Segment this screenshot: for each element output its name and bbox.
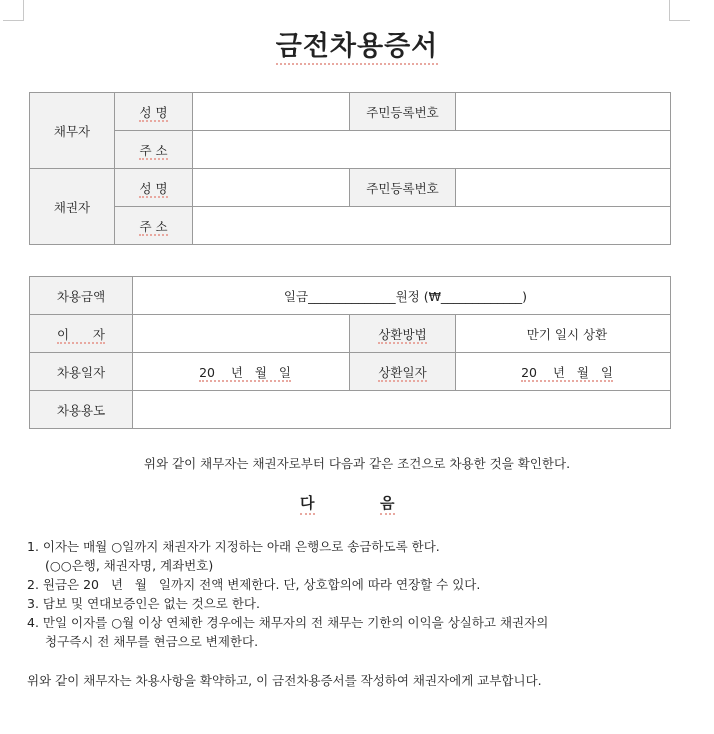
debtor-label: 채무자 (30, 93, 115, 169)
creditor-name-field[interactable] (193, 169, 350, 207)
document-title: 금전차용증서 (0, 24, 714, 63)
terms-list (27, 537, 548, 651)
interest-label: 이 자 (30, 315, 133, 353)
creditor-name-label: 성 명 (115, 169, 193, 207)
repay-date-field[interactable]: 20 년 월 일 (456, 353, 671, 391)
page-corner-marker (669, 0, 690, 21)
creditor-label: 채권자 (30, 169, 115, 245)
creditor-address-field[interactable] (193, 207, 671, 245)
debtor-id-field[interactable] (456, 93, 671, 131)
heading-right-char: 음 (380, 492, 395, 515)
loan-table (29, 276, 671, 429)
parties-table (29, 92, 671, 245)
debtor-id-label: 주민등록번호 (350, 93, 456, 131)
term-item: 1. 이자는 매월 ○일까지 채권자가 지정하는 아래 은행으로 송금하도록 한다. (27, 539, 440, 554)
borrow-date-field[interactable]: 20 년 월 일 (133, 353, 350, 391)
amount-label: 차용금액 (30, 277, 133, 315)
debtor-address-label: 주 소 (115, 131, 193, 169)
debtor-name-label: 성 명 (115, 93, 193, 131)
creditor-id-label: 주민등록번호 (350, 169, 456, 207)
term-item: (○○은행, 채권자명, 계좌번호) (45, 558, 214, 573)
creditor-id-field[interactable] (456, 169, 671, 207)
borrow-date-label: 차용일자 (30, 353, 133, 391)
repay-method-label: 상환방법 (350, 315, 456, 353)
closing-statement: 위와 같이 채무자는 차용사항을 확약하고, 이 금전차용증서를 작성하여 채권자에게 교부합니다. (27, 673, 542, 688)
repay-method-field[interactable]: 만기 일시 상환 (456, 315, 671, 353)
repay-date-label: 상환일자 (350, 353, 456, 391)
debtor-address-field[interactable] (193, 131, 671, 169)
page-corner-marker (3, 0, 24, 21)
purpose-label: 차용용도 (30, 391, 133, 429)
heading-left-char: 다 (300, 492, 315, 515)
term-item: 청구즉시 전 채무를 현금으로 변제한다. (45, 634, 259, 649)
term-item: 4. 만일 이자를 ○월 이상 연체한 경우에는 채무자의 전 채무는 기한의 이익을 상실하고 채권자의 (27, 615, 549, 630)
purpose-field[interactable] (133, 391, 671, 429)
amount-field[interactable]: 일금______________원정 (₩_____________) (133, 277, 671, 315)
term-item: 3. 담보 및 연대보증인은 없는 것으로 한다. (27, 596, 260, 611)
term-item: 2. 원금은 20 년 월 일까지 전액 변제한다. 단, 상호합의에 따라 연장할 수 있다. (27, 577, 481, 592)
interest-field[interactable] (133, 315, 350, 353)
debtor-name-field[interactable] (193, 93, 350, 131)
confirm-statement: 위와 같이 채무자는 채권자로부터 다음과 같은 조건으로 차용한 것을 확인한다. (143, 456, 571, 471)
creditor-address-label: 주 소 (115, 207, 193, 245)
